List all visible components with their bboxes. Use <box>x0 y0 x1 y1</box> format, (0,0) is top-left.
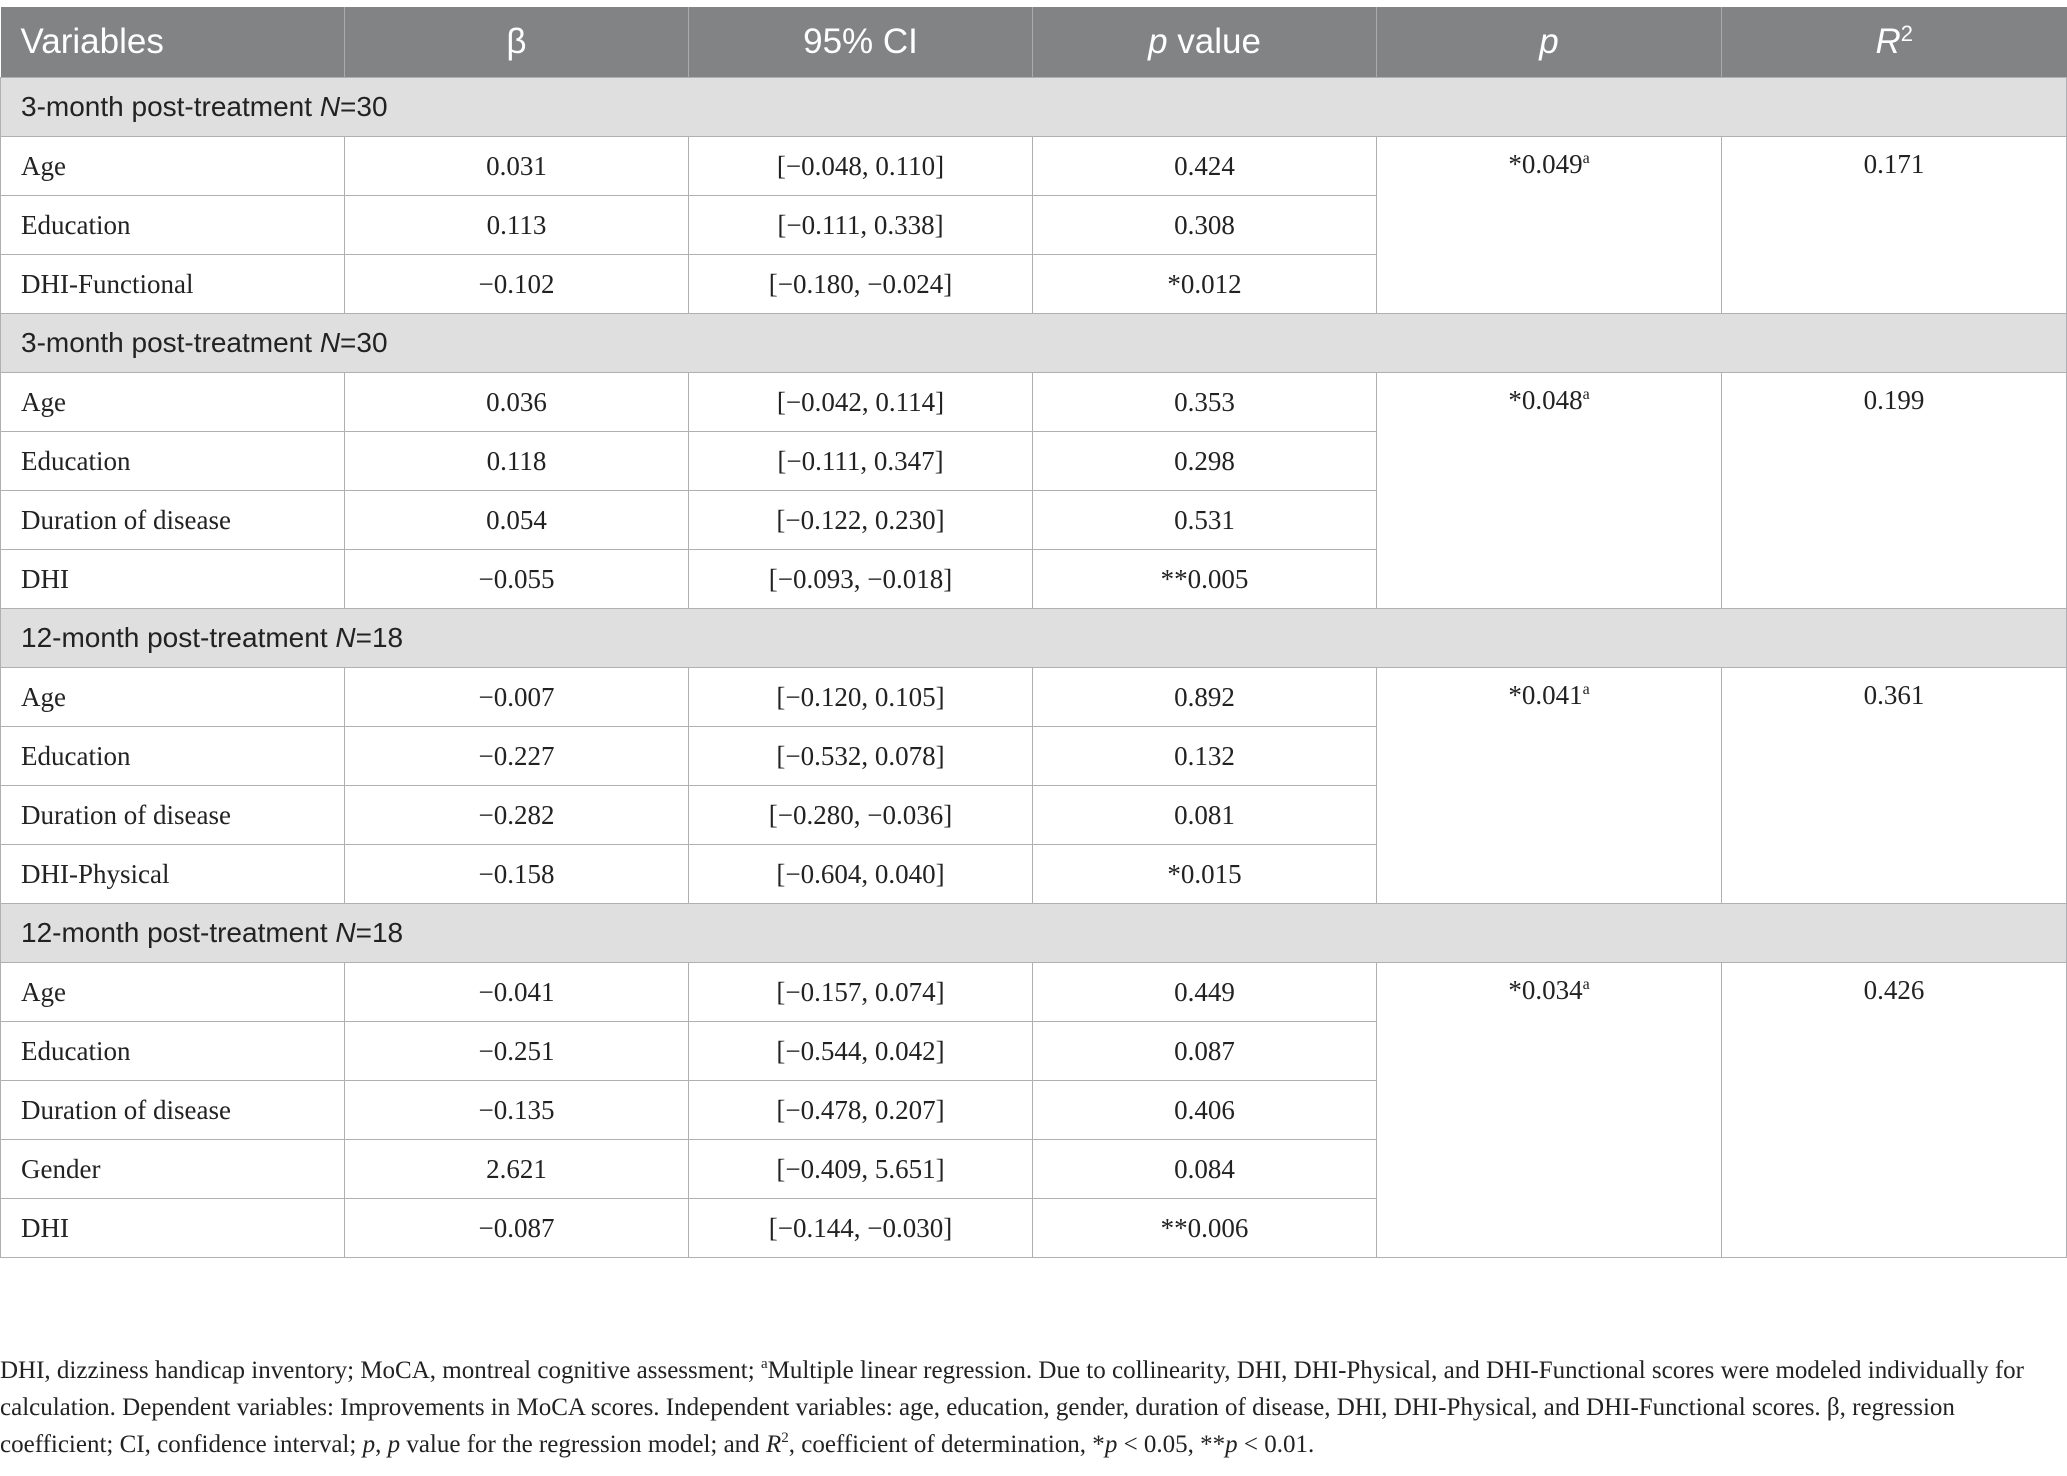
variable-cell: DHI <box>1 550 345 609</box>
ci-cell: [−0.093, −0.018] <box>689 550 1033 609</box>
beta-cell: −0.227 <box>345 727 689 786</box>
section-n-label: N <box>319 91 341 122</box>
model-p-cell <box>1377 137 1722 314</box>
p-value-cell: 0.892 <box>1033 668 1377 727</box>
footnote-text: value for the regression model; and <box>400 1431 766 1458</box>
p-value-cell: 0.424 <box>1033 137 1377 196</box>
model-p-cell <box>1377 373 1722 609</box>
ci-cell: [−0.122, 0.230] <box>689 491 1033 550</box>
p-value-cell: **0.006 <box>1033 1199 1377 1258</box>
table-row <box>1 137 2067 196</box>
p-value-cell: 0.081 <box>1033 786 1377 845</box>
header-r-squared <box>1722 7 2067 78</box>
ci-cell: [−0.280, −0.036] <box>689 786 1033 845</box>
model-p-sup: a <box>1582 150 1590 167</box>
beta-cell: 0.113 <box>345 196 689 255</box>
variable-cell: Age <box>1 373 345 432</box>
footnote-text: , <box>375 1431 388 1458</box>
r-squared-cell: 0.171 <box>1722 137 2067 314</box>
variable-cell: Education <box>1 1022 345 1081</box>
header-variables: Variables <box>1 7 345 78</box>
header-beta: β <box>345 7 689 78</box>
ci-cell: [−0.144, −0.030] <box>689 1199 1033 1258</box>
ci-cell: [−0.120, 0.105] <box>689 668 1033 727</box>
section-n-label: N <box>335 622 356 653</box>
footnote-text: < 0.05, ** <box>1117 1431 1226 1458</box>
header-model-p <box>1377 7 1722 78</box>
p-value-cell: 0.353 <box>1033 373 1377 432</box>
section-n-label: N <box>335 917 356 948</box>
beta-cell: 0.118 <box>345 432 689 491</box>
model-p-value: *0.034 <box>1508 975 1583 1005</box>
section-n-value: =18 <box>355 622 404 653</box>
header-r-sup: 2 <box>1900 21 1914 46</box>
footnote-sup-a: a <box>760 1356 768 1372</box>
model-p-cell <box>1377 963 1722 1258</box>
model-p-value: *0.041 <box>1508 680 1583 710</box>
variable-cell: Education <box>1 432 345 491</box>
header-model-p-italic: p <box>1539 22 1559 61</box>
p-value-cell: 0.084 <box>1033 1140 1377 1199</box>
beta-cell: −0.087 <box>345 1199 689 1258</box>
beta-cell: −0.251 <box>345 1022 689 1081</box>
section-header-row <box>1 904 2067 963</box>
table-header <box>1 7 2067 78</box>
regression-table <box>0 7 2067 1258</box>
ci-cell: [−0.409, 5.651] <box>689 1140 1033 1199</box>
section-title <box>1 78 2067 137</box>
p-value-cell: 0.406 <box>1033 1081 1377 1140</box>
variable-cell: Gender <box>1 1140 345 1199</box>
beta-cell: −0.158 <box>345 845 689 904</box>
footnote-text: Multiple linear regression. Due to collinearity, DHI, DHI-Physical, and DHI-Functional scores were modeled individually for calculation. Dependent variables: Improvements in MoCA scores. Independent variables: age, education, gender, duration of disease, DHI, DHI-Physical, and DHI-Functional scores. β, regression coefficient; CI, confidence interval; <box>0 1357 2025 1458</box>
r-squared-cell: 0.426 <box>1722 963 2067 1258</box>
p-value-cell: *0.012 <box>1033 255 1377 314</box>
ci-cell: [−0.180, −0.024] <box>689 255 1033 314</box>
section-n-value: =18 <box>355 917 404 948</box>
footnote-text: DHI, dizziness handicap inventory; MoCA, montreal cognitive assessment; <box>0 1357 761 1384</box>
model-p-sup: a <box>1582 976 1590 993</box>
model-p-value: *0.049 <box>1508 149 1583 179</box>
beta-cell: −0.135 <box>345 1081 689 1140</box>
beta-cell: −0.007 <box>345 668 689 727</box>
table-row <box>1 373 2067 432</box>
section-n-value: =30 <box>340 91 388 122</box>
ci-cell: [−0.544, 0.042] <box>689 1022 1033 1081</box>
header-r-base: R <box>1875 22 1901 61</box>
ci-cell: [−0.532, 0.078] <box>689 727 1033 786</box>
table-body <box>1 78 2067 1258</box>
ci-cell: [−0.478, 0.207] <box>689 1081 1033 1140</box>
p-value-cell: 0.132 <box>1033 727 1377 786</box>
r-squared-cell: 0.361 <box>1722 668 2067 904</box>
ci-cell: [−0.157, 0.074] <box>689 963 1033 1022</box>
footnote-r-sup: 2 <box>781 1430 789 1446</box>
ci-cell: [−0.048, 0.110] <box>689 137 1033 196</box>
footnote-text: < 0.01. <box>1237 1431 1315 1458</box>
variable-cell: Age <box>1 668 345 727</box>
table-row <box>1 963 2067 1022</box>
model-p-cell <box>1377 668 1722 904</box>
footnote-p-italic: p <box>1225 1431 1238 1458</box>
header-ci: 95% CI <box>689 7 1033 78</box>
beta-cell: −0.102 <box>345 255 689 314</box>
beta-cell: 2.621 <box>345 1140 689 1199</box>
footnote-r-italic: R <box>765 1431 782 1458</box>
section-n-value: =30 <box>340 327 388 358</box>
beta-cell: 0.054 <box>345 491 689 550</box>
section-header-row <box>1 609 2067 668</box>
beta-cell: −0.041 <box>345 963 689 1022</box>
p-value-cell: *0.015 <box>1033 845 1377 904</box>
beta-cell: 0.036 <box>345 373 689 432</box>
variable-cell: Age <box>1 963 345 1022</box>
ci-cell: [−0.042, 0.114] <box>689 373 1033 432</box>
footnote-p-italic: p <box>387 1431 401 1458</box>
table-row <box>1 668 2067 727</box>
section-header-row <box>1 78 2067 137</box>
table-footnote <box>0 1352 2060 1463</box>
section-title-text: 3-month post-treatment <box>21 91 320 122</box>
section-title <box>1 314 2067 373</box>
p-value-cell: 0.308 <box>1033 196 1377 255</box>
section-title <box>1 904 2067 963</box>
variable-cell: Age <box>1 137 345 196</box>
variable-cell: Duration of disease <box>1 491 345 550</box>
section-title <box>1 609 2067 668</box>
variable-cell: Education <box>1 196 345 255</box>
section-n-label: N <box>319 327 341 358</box>
footnote-p-italic: p <box>1104 1431 1118 1458</box>
header-p-value-rest: value <box>1167 22 1261 61</box>
section-title-text: 12-month post-treatment <box>21 917 336 948</box>
variable-cell: DHI-Functional <box>1 255 345 314</box>
r-squared-cell: 0.199 <box>1722 373 2067 609</box>
p-value-cell: 0.087 <box>1033 1022 1377 1081</box>
ci-cell: [−0.111, 0.338] <box>689 196 1033 255</box>
p-value-cell: 0.531 <box>1033 491 1377 550</box>
ci-cell: [−0.604, 0.040] <box>689 845 1033 904</box>
section-title-text: 3-month post-treatment <box>21 327 320 358</box>
model-p-sup: a <box>1582 681 1590 698</box>
section-title-text: 12-month post-treatment <box>21 622 336 653</box>
p-value-cell: 0.449 <box>1033 963 1377 1022</box>
header-p-value <box>1033 7 1377 78</box>
p-value-cell: **0.005 <box>1033 550 1377 609</box>
header-row <box>1 7 2067 78</box>
variable-cell: Education <box>1 727 345 786</box>
beta-cell: −0.282 <box>345 786 689 845</box>
beta-cell: 0.031 <box>345 137 689 196</box>
footnote-text: , coefficient of determination, * <box>788 1431 1105 1458</box>
p-value-cell: 0.298 <box>1033 432 1377 491</box>
footnote-p-italic: p <box>362 1431 376 1458</box>
model-p-sup: a <box>1582 386 1590 403</box>
model-p-value: *0.048 <box>1508 385 1583 415</box>
variable-cell: DHI <box>1 1199 345 1258</box>
header-p-value-italic: p <box>1148 22 1168 61</box>
variable-cell: DHI-Physical <box>1 845 345 904</box>
variable-cell: Duration of disease <box>1 1081 345 1140</box>
section-header-row <box>1 314 2067 373</box>
ci-cell: [−0.111, 0.347] <box>689 432 1033 491</box>
variable-cell: Duration of disease <box>1 786 345 845</box>
beta-cell: −0.055 <box>345 550 689 609</box>
